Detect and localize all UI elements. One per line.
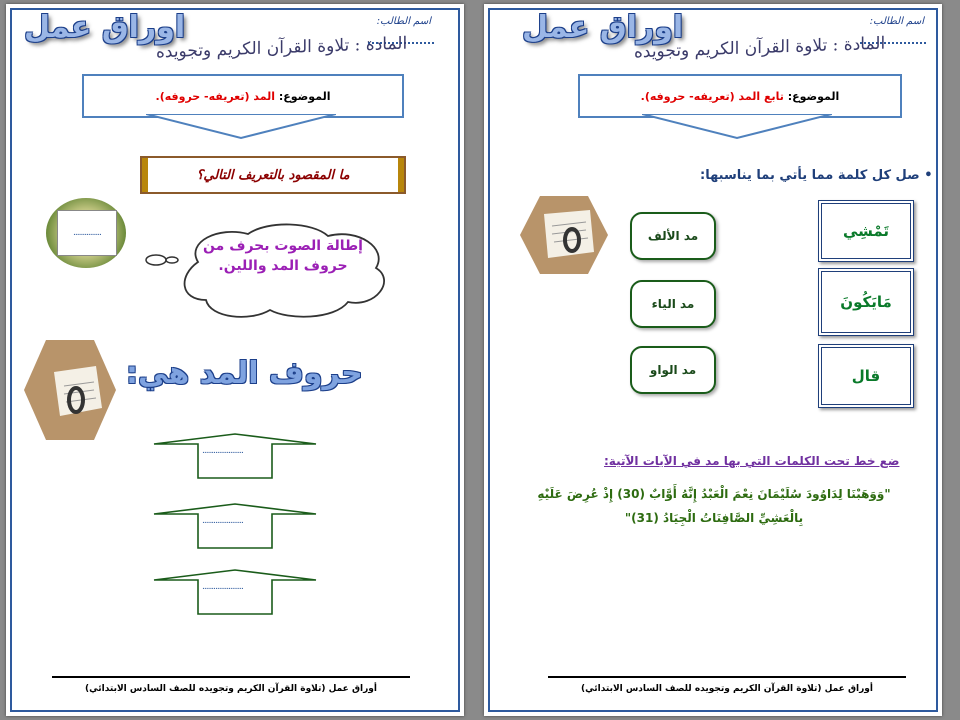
- worksheet-page-right: [484, 4, 942, 716]
- word-box-tamshi[interactable]: تَمْشِي: [818, 200, 914, 262]
- footer-text: أوراق عمل (تلاوة القرآن الكريم وتجويده للصف السادس الابتدائي): [85, 684, 377, 694]
- madd-alif-box[interactable]: مد الألف: [630, 212, 716, 260]
- footer-divider: [52, 676, 410, 678]
- quran-image: [520, 194, 608, 276]
- up-arrow-icon: [152, 432, 318, 480]
- topic-value: المد (تعريفه- حروفه).: [155, 89, 276, 103]
- topic-box: [82, 74, 404, 118]
- worksheet-page-left: [6, 4, 464, 716]
- banner-question: ما المقصود بالتعريف التالي؟: [196, 167, 350, 183]
- footer-divider: [548, 676, 906, 678]
- matching-instruction: [700, 168, 933, 183]
- topic-box: [578, 74, 902, 118]
- madd-waw-box[interactable]: مد الواو: [630, 346, 716, 394]
- underline-instruction: ضع خط تحت الكلمات التي بها مد في الآيات الآتية:: [604, 454, 900, 468]
- topic-label: الموضوع:: [278, 89, 331, 103]
- student-name-label: اسم الطالب:: [376, 16, 431, 27]
- worksheet-title: اوراق عمل: [522, 10, 684, 45]
- answer-blank: ...............: [73, 228, 101, 238]
- word-box-qal[interactable]: قال: [818, 344, 914, 408]
- up-arrow-icon: [152, 568, 318, 616]
- definition-text: إطالة الصوت بحرف من حروف المد واللين.: [203, 238, 363, 274]
- subject-line: المادة : تلاوة القرآن الكريم وتجويده: [634, 33, 886, 63]
- down-arrow-icon: [642, 114, 832, 140]
- verse-line-1: "وَوَهَبْنَا لِدَاوُودَ سُلَيْمَانَ نِعْمَ الْعَبْدُ إِنَّهُ أَوَّابٌ (30) إِذْ عُرِضَ عَلَيْهِ: [537, 487, 891, 501]
- worksheet-title: اوراق عمل: [24, 10, 186, 45]
- quran-image: [24, 338, 116, 442]
- answer-box[interactable]: [57, 210, 117, 256]
- topic-value: تابع المد (تعريفه- حروفه).: [640, 89, 784, 103]
- arrow-blank-3[interactable]: ......................: [202, 582, 243, 592]
- question-banner: [140, 156, 406, 194]
- huroof-title: حروف المد هي:: [126, 356, 363, 391]
- subject-line: المادة : تلاوة القرآن الكريم وتجويده: [156, 33, 408, 63]
- topic-label: الموضوع:: [787, 89, 840, 103]
- bullet-icon: •: [919, 168, 933, 183]
- word-box-mayakoon[interactable]: مَايَكُونَ: [818, 268, 914, 336]
- footer-text: أوراق عمل (تلاوة القرآن الكريم وتجويده للصف السادس الابتدائي): [581, 684, 873, 694]
- verse-line-2: بِالْعَشِيِّ الصَّافِنَاتُ الْجِيَادُ (31)": [624, 511, 804, 525]
- down-arrow-icon: [146, 114, 336, 140]
- arrow-blank-1[interactable]: ......................: [202, 446, 243, 456]
- madd-yaa-box[interactable]: مد الياء: [630, 280, 716, 328]
- arrow-blank-2[interactable]: ......................: [202, 516, 243, 526]
- verse-text: [514, 482, 914, 530]
- up-arrow-icon: [152, 502, 318, 550]
- student-name-label: اسم الطالب:: [869, 16, 924, 27]
- matching-instruction-text: صل كل كلمة مما يأتي بما يناسبها:: [700, 168, 920, 183]
